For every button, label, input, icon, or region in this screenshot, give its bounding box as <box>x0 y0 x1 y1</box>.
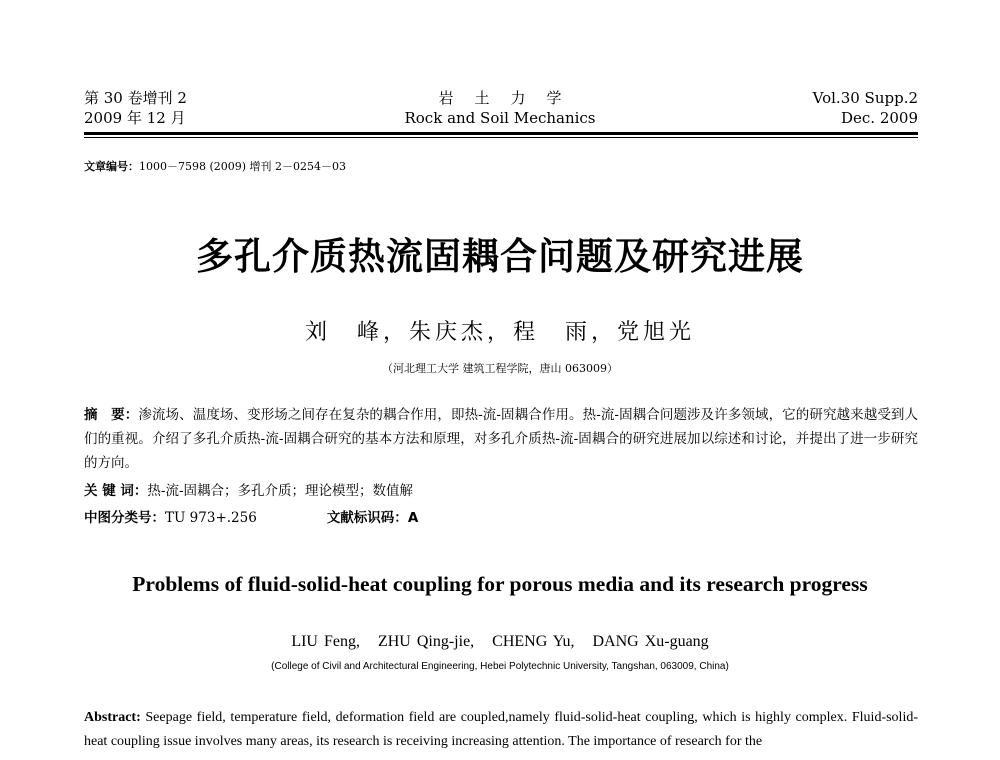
abstract-en <box>84 706 918 754</box>
abstract-en-text: Seepage field, temperature field, deformation field are coupled,namely fluid-solid-heat coupling, which is highly complex. Fluid-solid-heat coupling issue involves many areas, its research is receiving increasing attention. The importance of research for the <box>84 710 919 749</box>
abstract-cn <box>84 403 918 475</box>
abstract-en-label: Abstract: <box>84 710 141 725</box>
authors-en: LIU Feng, ZHU Qing-jie, CHENG Yu, DANG Xu-guang <box>291 633 709 650</box>
header-rule-thin <box>84 137 918 138</box>
paper-title-en: Problems of fluid-solid-heat coupling for porous media and its research progress <box>132 572 868 596</box>
header-volume: 第 30 卷增刊 2 <box>84 89 187 107</box>
keywords-cn-text: 热-流-固耦合；多孔介质；理论模型；数值解 <box>147 483 414 499</box>
header-vol-supp: Vol.30 Supp.2 <box>812 89 918 107</box>
article-number-value: 1000－7598 (2009) 增刊 2－0254－03 <box>139 160 347 173</box>
classification-line <box>84 506 418 526</box>
doc-code-label: 文献标识码： <box>326 510 408 526</box>
keywords-cn-label: 关 键 词： <box>84 483 148 499</box>
journal-title-en: Rock and Soil Mechanics <box>404 109 596 127</box>
header-volume-en <box>813 88 918 128</box>
authors-cn: 刘 峰，朱庆杰，程 雨，党旭光 <box>304 320 695 345</box>
header-date-en: Dec. 2009 <box>840 109 918 127</box>
header-rule-thick <box>84 132 918 135</box>
journal-title-cn: 岩土力学 <box>438 89 583 107</box>
article-number <box>84 158 346 174</box>
abstract-cn-text: 渗流场、温度场、变形场之间存在复杂的耦合作用，即热-流-固耦合作用。热-流-固耦合问题涉及许多领域，它的研究越来越受到人们的重视。介绍了多孔介质热-流-固耦合研究的基本方法和原理，对多孔介质热-流-固耦合的研究进展加以综述和讨论，并提出了进一步研究的方向。 <box>84 407 919 471</box>
affiliation-cn: （河北理工大学 建筑工程学院，唐山 063009） <box>382 362 618 375</box>
header-date-cn: 2009 年 12 月 <box>84 109 186 127</box>
affiliation-en: (College of Civil and Architectural Engineering, Hebei Polytechnic University, Tangshan, 063009, China) <box>271 661 729 672</box>
paper-title-cn: 多孔介质热流固耦合问题及研究进展 <box>196 235 804 278</box>
classification-value: TU 973+.256 <box>165 510 257 526</box>
article-number-label: 文章编号： <box>84 160 139 173</box>
abstract-cn-label: 摘 要： <box>84 407 139 423</box>
keywords-cn <box>84 479 413 499</box>
classification-label: 中图分类号： <box>84 510 165 526</box>
doc-code-value: A <box>407 510 419 526</box>
